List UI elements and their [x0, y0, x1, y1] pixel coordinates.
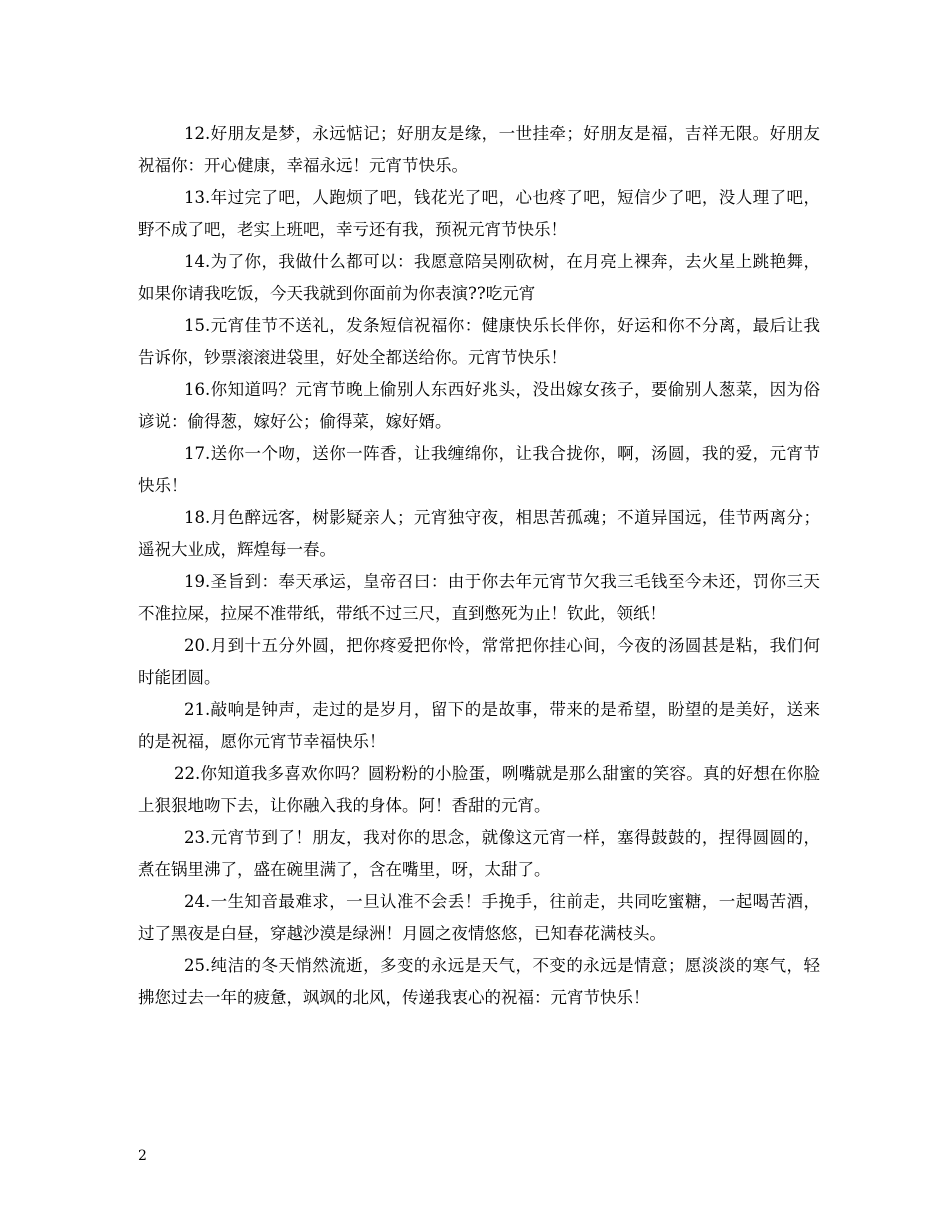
page-body [138, 118, 820, 1014]
paragraph-21: 21.敲响是钟声，走过的是岁月，留下的是故事，带来的是希望，盼望的是美好，送来的是祝福，愿你元宵节幸福快乐！ [138, 700, 820, 751]
paragraph-15: 15.元宵佳节不送礼，发条短信祝福你：健康快乐长伴你，好运和你不分离，最后让我告诉你，钞票滚滚进袋里，好处全都送给你。元宵节快乐！ [138, 316, 820, 367]
paragraph-14: 14.为了你，我做什么都可以：我愿意陪吴刚砍树，在月亮上裸奔，去火星上跳艳舞，如果你请我吃饭，今天我就到你面前为你表演??吃元宵 [138, 252, 820, 303]
paragraph-20: 20.月到十五分外圆，把你疼爱把你怜，常常把你挂心间，今夜的汤圆甚是粘，我们何时能团圆。 [138, 636, 820, 687]
paragraph-12: 12.好朋友是梦，永远惦记；好朋友是缘，一世挂牵；好朋友是福，吉祥无限。好朋友祝福你：开心健康，幸福永远！元宵节快乐。 [138, 124, 820, 175]
paragraph-24: 24.一生知音最难求，一旦认准不会丢！手挽手，往前走，共同吃蜜糖，一起喝苦酒，过了黑夜是白昼，穿越沙漠是绿洲！月圆之夜情悠悠，已知春花满枝头。 [138, 892, 820, 943]
paragraph-18: 18.月色醉远客，树影疑亲人；元宵独守夜，相思苦孤魂；不道异国远，佳节两离分；遥祝大业成，辉煌每一春。 [138, 508, 820, 559]
page-number: 2 [138, 1148, 147, 1164]
paragraph-16: 16.你知道吗？元宵节晚上偷别人东西好兆头，没出嫁女孩子，要偷别人葱菜，因为俗谚说：偷得葱，嫁好公；偷得菜，嫁好婿。 [138, 380, 820, 431]
paragraph-13: 13.年过完了吧，人跑烦了吧，钱花光了吧，心也疼了吧，短信少了吧，没人理了吧，野不成了吧，老实上班吧，幸亏还有我，预祝元宵节快乐！ [138, 188, 820, 239]
paragraph-23: 23.元宵节到了！朋友，我对你的思念，就像这元宵一样，塞得鼓鼓的，捏得圆圆的，煮在锅里沸了，盛在碗里满了，含在嘴里，呀，太甜了。 [138, 828, 820, 879]
paragraph-17: 17.送你一个吻，送你一阵香，让我缠绵你，让我合拢你，啊，汤圆，我的爱，元宵节快乐！ [138, 444, 820, 495]
paragraph-19: 19.圣旨到：奉天承运，皇帝召曰：由于你去年元宵节欠我三毛钱至今未还，罚你三天不准拉屎，拉屎不准带纸，带纸不过三尺，直到憋死为止！钦此，领纸！ [138, 572, 820, 623]
paragraph-25: 25.纯洁的冬天悄然流逝，多变的永远是天气，不变的永远是情意；愿淡淡的寒气，轻拂您过去一年的疲惫，飒飒的北风，传递我衷心的祝福：元宵节快乐！ [138, 956, 820, 1007]
paragraph-22: 22.你知道我多喜欢你吗？圆粉粉的小脸蛋，咧嘴就是那么甜蜜的笑容。真的好想在你脸上狠狠地吻下去，让你融入我的身体。阿！香甜的元宵。 [138, 764, 820, 815]
